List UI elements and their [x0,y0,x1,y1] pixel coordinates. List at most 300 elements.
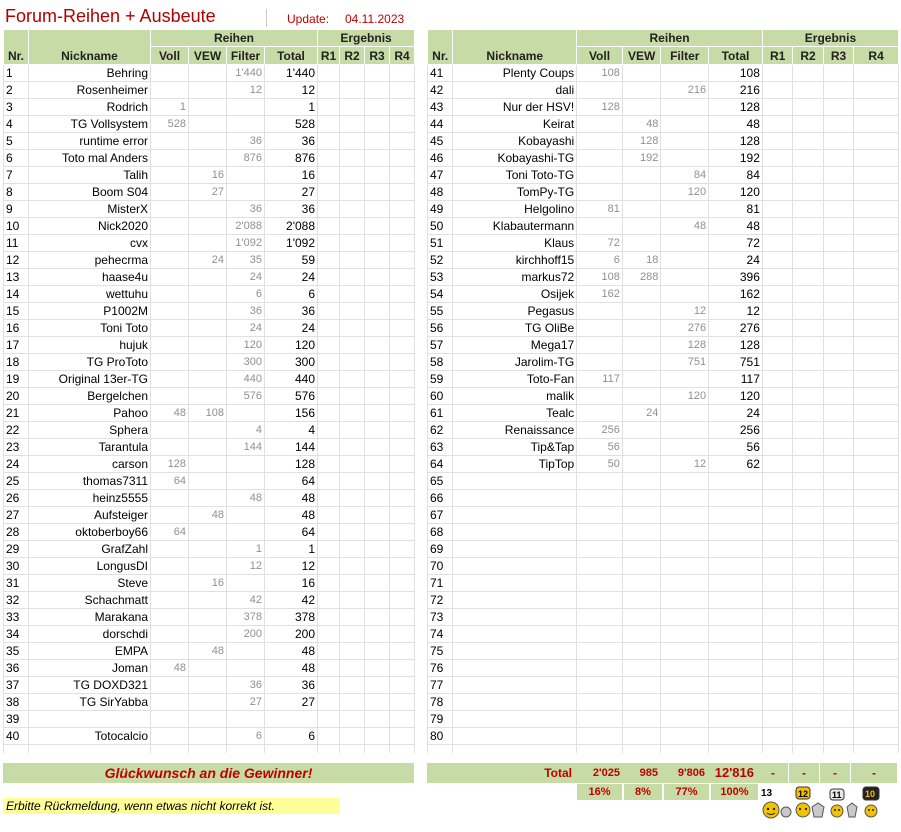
r4-cell [854,643,899,660]
vew-cell: 48 [622,116,661,133]
r4-cell [854,150,899,167]
r2-cell [340,167,365,184]
r4-cell [854,337,899,354]
table-row [428,626,899,643]
r1-cell [762,643,792,660]
vew-cell: 48 [189,507,227,524]
voll-cell [577,728,623,745]
r4-cell [390,303,415,320]
r1-cell [318,592,340,609]
nickname-cell: dorschdi [29,626,151,643]
nickname-cell [453,541,577,558]
nickname-cell [453,558,577,575]
row-number: 77 [428,677,453,694]
vew-cell [622,371,661,388]
vew-cell [189,541,227,558]
voll-cell [577,643,623,660]
row-number: 20 [4,388,29,405]
table-row [4,490,415,507]
total-cell: 144 [265,439,318,456]
total-cell: 300 [265,354,318,371]
filter-cell: 378 [227,609,265,626]
voll-cell [577,133,623,150]
r4-cell [390,235,415,252]
vew-cell [189,303,227,320]
vew-cell [622,388,661,405]
table-row [4,388,415,405]
vew-cell [189,133,227,150]
table-row [428,218,899,235]
r3-cell [823,507,853,524]
row-number: 66 [428,490,453,507]
table-row [4,507,415,524]
row-number: 73 [428,609,453,626]
vew-cell [622,82,661,99]
nickname-cell: Keirat [453,116,577,133]
r3-cell [823,337,853,354]
r2-cell [793,490,823,507]
voll-cell [151,694,189,711]
row-number: 55 [428,303,453,320]
nickname-cell: markus72 [453,269,577,286]
row-number: 32 [4,592,29,609]
total-cell: 48 [265,660,318,677]
nickname-cell: Kobayashi [453,133,577,150]
voll-cell [151,167,189,184]
vew-cell [189,660,227,677]
nickname-cell [453,575,577,592]
voll-cell [577,677,623,694]
vew-cell [622,592,661,609]
total-cell [709,524,763,541]
nickname-cell: Marakana [29,609,151,626]
row-number: 18 [4,354,29,371]
vew-cell [622,728,661,745]
r4-cell [390,116,415,133]
r1-cell [762,252,792,269]
filter-cell [227,507,265,524]
voll-cell [577,150,623,167]
nickname-header: Nickname [29,30,151,65]
nickname-cell: Bergelchen [29,388,151,405]
nickname-cell: dali [453,82,577,99]
filter-cell [227,167,265,184]
r4-cell [854,252,899,269]
r1-cell [318,558,340,575]
r2-cell [340,660,365,677]
r2-cell [340,558,365,575]
table-row [4,371,415,388]
total-cell: 751 [709,354,763,371]
nickname-cell: GrafZahl [29,541,151,558]
total-cell [709,490,763,507]
voll-cell [151,252,189,269]
reihen-group-header: Reihen [151,30,318,47]
r4-cell [390,609,415,626]
table-row [4,592,415,609]
table-row [4,303,415,320]
r4-cell [854,388,899,405]
nickname-cell: Osijek [453,286,577,303]
r4-cell [390,524,415,541]
voll-cell: 108 [577,65,623,82]
filter-cell [227,405,265,422]
voll-cell [577,303,623,320]
filter-cell [661,150,709,167]
r1-cell [762,201,792,218]
voll-cell [151,286,189,303]
row-number: 36 [4,660,29,677]
total-cell: 378 [265,609,318,626]
voll-cell [151,371,189,388]
r3-cell [823,609,853,626]
vew-cell: 192 [622,150,661,167]
voll-cell [151,337,189,354]
total-cell: 876 [265,150,318,167]
filter-cell [227,524,265,541]
filter-cell: 120 [227,337,265,354]
filter-cell [661,286,709,303]
vew-cell: 24 [189,252,227,269]
filter-cell [227,711,265,728]
r1-cell [318,439,340,456]
r2-cell [340,252,365,269]
vew-cell [189,286,227,303]
table-row [4,694,415,711]
row-number: 76 [428,660,453,677]
voll-cell [151,677,189,694]
voll-cell: 64 [151,524,189,541]
total-vew: 985 [624,763,662,783]
r1-cell [762,371,792,388]
table-row [428,116,899,133]
total-cell: 27 [265,184,318,201]
r4-cell [854,728,899,745]
r1-cell [762,167,792,184]
pct-voll: 16% [577,784,622,800]
table-row [4,677,415,694]
r1-cell [318,626,340,643]
r2-cell [340,116,365,133]
r4-header: R4 [854,47,899,65]
vew-cell [622,711,661,728]
row-number: 79 [428,711,453,728]
vew-cell [189,473,227,490]
vew-cell [622,303,661,320]
nickname-cell [453,473,577,490]
12er-trophy-icon [796,787,824,817]
nickname-cell: Helgolino [453,201,577,218]
table-row [428,150,899,167]
total-cell: 12 [265,82,318,99]
filter-cell [661,541,709,558]
reihen-group-header: Reihen [577,30,763,47]
vew-cell [622,320,661,337]
row-number: 35 [4,643,29,660]
r2-cell [793,252,823,269]
table-row [4,609,415,626]
row-number: 69 [428,541,453,558]
total-cell: 64 [265,473,318,490]
nickname-cell [453,507,577,524]
table-row [4,558,415,575]
r2-cell [793,167,823,184]
vew-cell: 16 [189,575,227,592]
r4-cell [390,405,415,422]
r4-cell [854,609,899,626]
voll-cell [151,201,189,218]
nickname-cell [453,592,577,609]
r1-cell [318,575,340,592]
filter-cell [661,677,709,694]
vew-cell [622,677,661,694]
r3-cell [823,405,853,422]
r2-cell [793,65,823,82]
r4-cell [854,82,899,99]
filter-cell [661,609,709,626]
r2-cell [793,575,823,592]
nickname-cell: Toni Toto [29,320,151,337]
r1-cell [762,286,792,303]
total-cell: 396 [709,269,763,286]
r3-cell [365,490,390,507]
r4-cell [390,218,415,235]
total-cell: 200 [265,626,318,643]
row-number: 28 [4,524,29,541]
r2-cell [340,439,365,456]
table-row [4,286,415,303]
r4-cell [390,167,415,184]
table-row [428,269,899,286]
table-row [4,405,415,422]
r2-cell [793,422,823,439]
r4-cell [390,320,415,337]
nickname-cell: Toto mal Anders [29,150,151,167]
r1-cell [318,422,340,439]
filter-cell [661,371,709,388]
r4-cell [390,371,415,388]
row-number: 29 [4,541,29,558]
vew-cell [189,269,227,286]
r1-cell [318,116,340,133]
r1-cell [318,235,340,252]
voll-cell [151,439,189,456]
total-cell: 48 [709,218,763,235]
r2-cell [793,541,823,558]
row-number: 9 [4,201,29,218]
nickname-cell: TG DOXD321 [29,677,151,694]
vew-cell [622,558,661,575]
r3-cell [365,728,390,745]
11er-label: 11 [832,790,842,800]
r4-cell [854,354,899,371]
voll-cell [151,235,189,252]
r2-cell [793,116,823,133]
nickname-cell: Steve [29,575,151,592]
table-row [428,320,899,337]
update-date: 04.11.2023 [345,12,405,26]
total-cell [709,507,763,524]
r3-header: R3 [365,47,390,65]
r3-cell [365,643,390,660]
table-row [4,354,415,371]
vew-cell [622,626,661,643]
r4-cell [390,354,415,371]
r3-cell [365,320,390,337]
voll-cell: 108 [577,269,623,286]
total-r3: - [820,763,850,783]
r4-cell [854,371,899,388]
total-cell: 276 [709,320,763,337]
r3-cell [365,388,390,405]
r2-cell [793,507,823,524]
voll-cell: 128 [151,456,189,473]
nickname-cell: TG SirYabba [29,694,151,711]
voll-cell [577,660,623,677]
r2-cell [340,82,365,99]
r1-cell [762,677,792,694]
r2-cell [793,320,823,337]
table-row [428,609,899,626]
filter-cell: 144 [227,439,265,456]
r4-cell [854,405,899,422]
r3-cell [823,694,853,711]
voll-cell [577,354,623,371]
nickname-cell: thomas7311 [29,473,151,490]
voll-cell [151,354,189,371]
filter-cell: 4 [227,422,265,439]
nickname-cell [453,490,577,507]
filter-cell: 24 [227,269,265,286]
total-cell: 81 [709,201,763,218]
filter-cell [661,473,709,490]
table-row [428,677,899,694]
r4-cell [854,473,899,490]
voll-cell: 48 [151,405,189,422]
nickname-cell: Toni Toto-TG [453,167,577,184]
r1-cell [318,456,340,473]
r4-cell [854,218,899,235]
row-number: 65 [428,473,453,490]
filter-cell: 751 [661,354,709,371]
r4-cell [854,490,899,507]
r2-cell [793,388,823,405]
r1-cell [318,711,340,728]
voll-cell: 56 [577,439,623,456]
r3-cell [365,286,390,303]
nickname-cell: TG OliBe [453,320,577,337]
filter-cell: 128 [661,337,709,354]
nickname-cell: cvx [29,235,151,252]
filter-cell: 276 [661,320,709,337]
nickname-cell: wettuhu [29,286,151,303]
r3-cell [823,354,853,371]
nickname-cell [453,728,577,745]
filter-cell: 200 [227,626,265,643]
table-row [428,660,899,677]
total-cell: 1'092 [265,235,318,252]
vew-cell [189,728,227,745]
r4-cell [854,439,899,456]
r2-header: R2 [793,47,823,65]
r2-cell [793,473,823,490]
row-number: 7 [4,167,29,184]
nickname-cell [453,711,577,728]
filter-cell [661,133,709,150]
r3-cell [823,99,853,116]
voll-cell [151,575,189,592]
table-row [428,541,899,558]
voll-cell [151,388,189,405]
r1-cell [318,371,340,388]
table-row [428,235,899,252]
r2-cell [340,507,365,524]
vew-cell [189,99,227,116]
filter-cell [661,201,709,218]
r1-cell [318,728,340,745]
row-number: 33 [4,609,29,626]
total-cell: 117 [709,371,763,388]
r3-cell [365,473,390,490]
page-title: Forum-Reihen + Ausbeute [5,6,216,26]
r4-cell [854,99,899,116]
r4-cell [854,456,899,473]
pct-all: 100% [711,784,758,800]
filter-cell: 6 [227,286,265,303]
vew-cell [622,167,661,184]
vew-cell [622,184,661,201]
r2-cell [340,490,365,507]
r2-cell [340,184,365,201]
filter-cell [661,711,709,728]
vew-cell [622,286,661,303]
vew-cell: 27 [189,184,227,201]
nickname-cell: Nick2020 [29,218,151,235]
vew-cell [189,82,227,99]
total-cell: 6 [265,728,318,745]
total-cell: 64 [265,524,318,541]
r2-cell [340,728,365,745]
r4-cell [390,150,415,167]
r4-cell [390,439,415,456]
total-cell: 48 [265,507,318,524]
r2-cell [340,592,365,609]
vew-cell [189,439,227,456]
r2-cell [340,235,365,252]
row-number: 58 [428,354,453,371]
r4-cell [390,184,415,201]
r4-cell [390,252,415,269]
r3-cell [365,201,390,218]
table-row [428,490,899,507]
table-row [428,524,899,541]
nickname-cell: Rodrich [29,99,151,116]
total-cell: 59 [265,252,318,269]
table-row [428,82,899,99]
r4-cell [854,592,899,609]
r3-cell [823,558,853,575]
row-number: 43 [428,99,453,116]
row-number: 60 [428,388,453,405]
voll-cell [577,711,623,728]
vew-cell [189,201,227,218]
total-cell: 72 [709,235,763,252]
voll-cell [151,711,189,728]
table-row [4,201,415,218]
r2-cell [340,150,365,167]
total-cell [709,626,763,643]
row-number: 38 [4,694,29,711]
